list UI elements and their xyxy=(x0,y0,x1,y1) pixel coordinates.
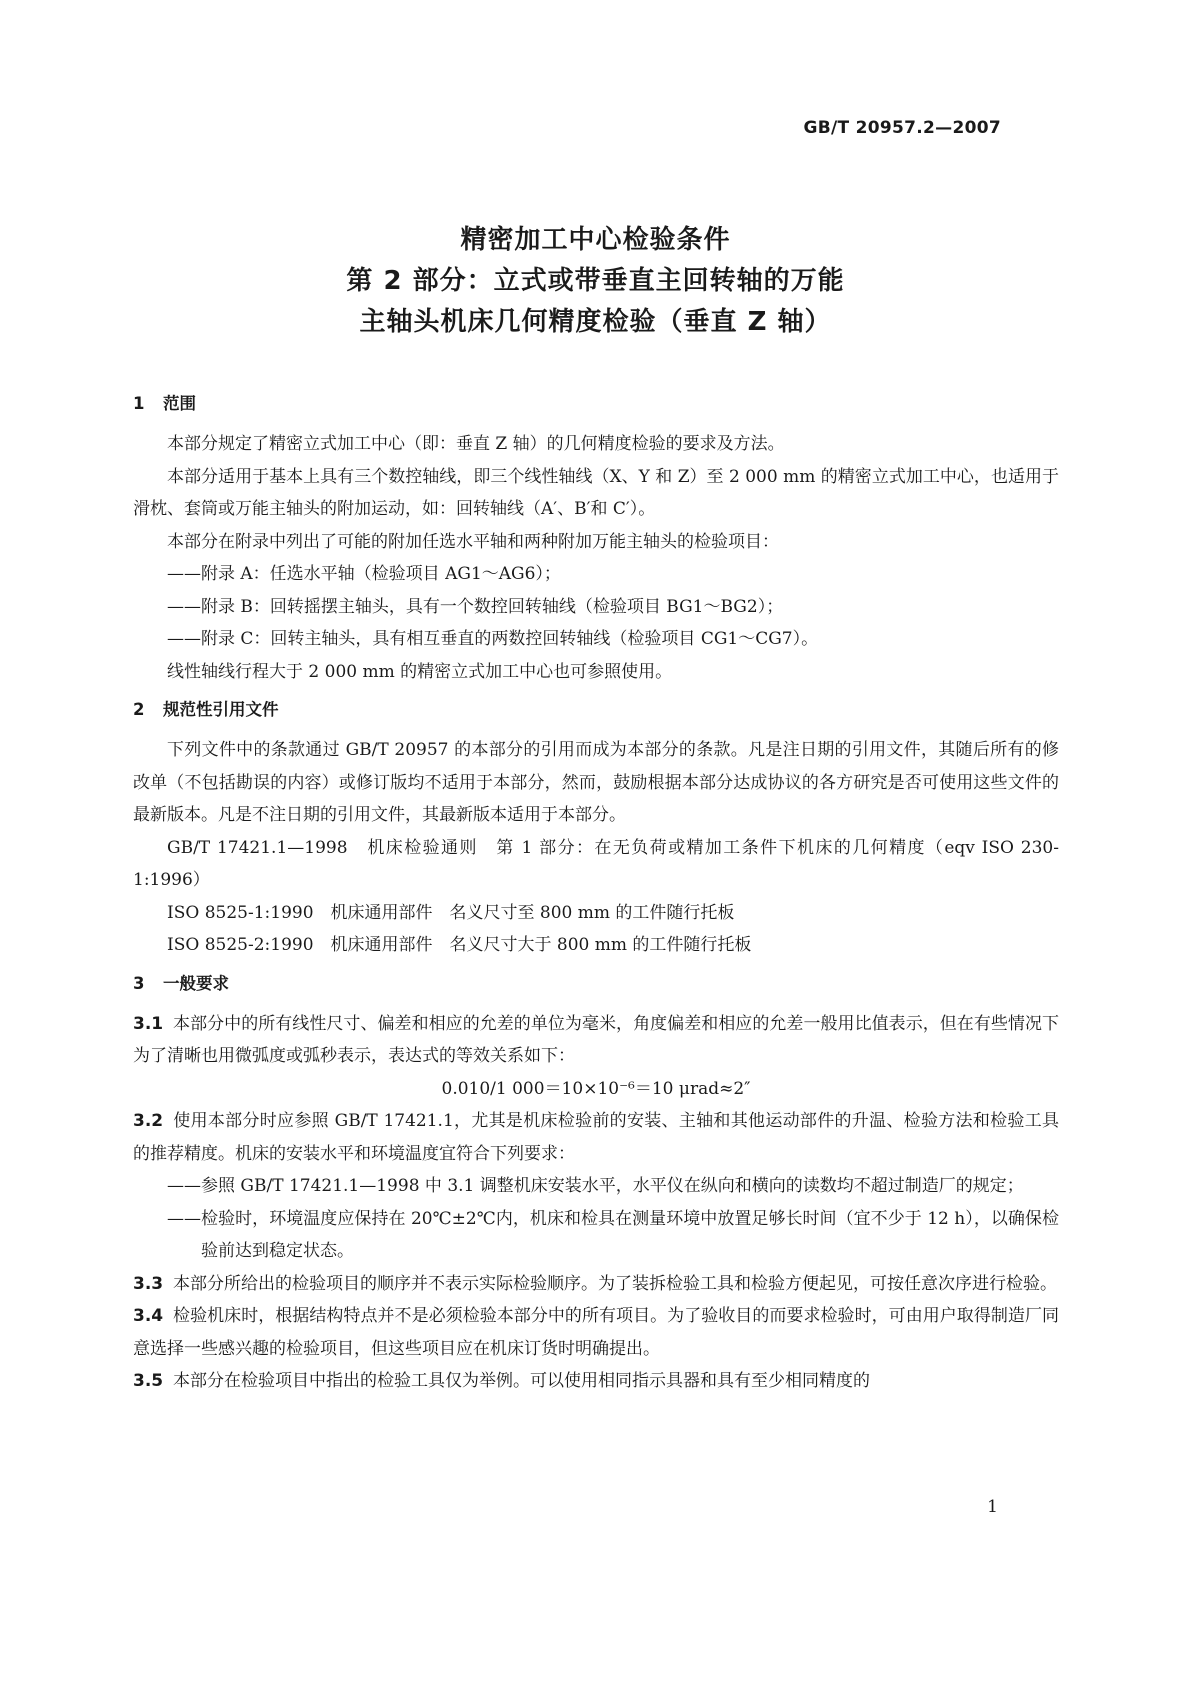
document-title xyxy=(0,220,1191,343)
equivalence-formula: 0.010/1 000＝10×10⁻⁶＝10 μrad≈2″ xyxy=(441,1078,751,1099)
section-title: 规范性引用文件 xyxy=(163,700,279,719)
scope-paragraph-4: 线性轴线行程大于 2 000 mm 的精密立式加工中心也可参照使用。 xyxy=(167,661,673,682)
section-number: 2 xyxy=(133,700,145,719)
title-line-3: 主轴头机床几何精度检验（垂直 Z 轴） xyxy=(359,307,832,337)
references-paragraph: 下列文件中的条款通过 GB/T 20957 的本部分的引用而成为本部分的条款。凡是注日期的引用文件，其随后所有的修改单（不包括勘误的内容）或修订版均不适用于本部分，然而，鼓励根据本部分达成协议的各方研究是否可使用这些文件的最新版本。凡是不注日期的引用文件，其最新版本适用于本部分。 xyxy=(133,740,1059,825)
section-title: 一般要求 xyxy=(163,973,229,993)
section-number: 1 xyxy=(133,394,145,413)
annex-c-item: ——附录 C：回转主轴头，具有相互垂直的两数控回转轴线（检验项目 CG1～CG7）。 xyxy=(167,629,819,649)
clause-text: 检验机床时，根据结构特点并不是必须检验本部分中的所有项目。为了验收目的而要求检验时，可由用户取得制造厂同意选择一些感兴趣的检验项目，但这些项目应在机床订货时明确提出。 xyxy=(133,1306,1059,1359)
annex-a-item: ——附录 A：任选水平轴（检验项目 AG1～AG6）； xyxy=(167,564,561,584)
section-3-heading xyxy=(133,968,1059,1000)
clause-number: 3.3 xyxy=(133,1273,164,1294)
temperature-requirement: ——检验时，环境温度应保持在 20℃±2℃内，机床和检具在测量环境中放置足够长时间（宜不少于 12 h），以确保检验前达到稳定状态。 xyxy=(167,1208,1059,1261)
title-line-1: 精密加工中心检验条件 xyxy=(460,225,731,255)
clause-3-4 xyxy=(133,1300,1059,1365)
clause-3-1 xyxy=(133,1008,1059,1073)
clause-text: 本部分在检验项目中指出的检验工具仅为举例。可以使用相同指示具器和具有至少相同精度的 xyxy=(173,1371,870,1391)
standard-code: GB/T 20957.2—2007 xyxy=(803,118,1001,138)
reference-iso-8525-1: ISO 8525-1:1990 机床通用部件 名义尺寸至 800 mm 的工件随行托板 xyxy=(167,902,735,923)
clause-text: 使用本部分时应参照 GB/T 17421.1，尤其是机床检验前的安装、主轴和其他运动部件的升温、检验方法和检验工具的推荐精度。机床的安装水平和环境温度宜符合下列要求： xyxy=(133,1111,1059,1164)
page-number: 1 xyxy=(987,1497,998,1517)
section-title: 范围 xyxy=(163,394,196,413)
section-1-heading xyxy=(133,388,1059,420)
section-number: 3 xyxy=(133,973,145,993)
annex-b-item: ——附录 B：回转摇摆主轴头，具有一个数控回转轴线（检验项目 BG1～BG2）； xyxy=(167,596,784,617)
reference-gbt-17421: GB/T 17421.1—1998 机床检验通则 第 1 部分：在无负荷或精加工条件下机床的几何精度（eqv ISO 230-1:1996） xyxy=(133,837,1059,890)
clause-3-2 xyxy=(133,1105,1059,1170)
scope-paragraph-1: 本部分规定了精密立式加工中心（即：垂直 Z 轴）的几何精度检验的要求及方法。 xyxy=(167,434,785,454)
clause-3-5 xyxy=(133,1365,1059,1398)
clause-3-3 xyxy=(133,1268,1059,1301)
document-body xyxy=(133,382,1059,1398)
clause-text: 本部分所给出的检验项目的顺序并不表示实际检验顺序。为了装拆检验工具和检验方便起见，可按任意次序进行检验。 xyxy=(173,1273,1057,1294)
clause-number: 3.2 xyxy=(133,1111,164,1131)
scope-paragraph-2: 本部分适用于基本上具有三个数控轴线，即三个线性轴线（X、Y 和 Z）至 2 000 mm 的精密立式加工中心，也适用于滑枕、套筒或万能主轴头的附加运动，如：回转轴线（A′、B′和 C′）。 xyxy=(133,466,1059,519)
clause-text: 本部分中的所有线性尺寸、偏差和相应的允差的单位为毫米，角度偏差和相应的允差一般用比值表示，但在有些情况下为了清晰也用微弧度或弧秒表示，表达式的等效关系如下： xyxy=(133,1013,1059,1066)
leveling-requirement: ——参照 GB/T 17421.1—1998 中 3.1 调整机床安装水平，水平仪在纵向和横向的读数均不超过制造厂的规定； xyxy=(167,1176,1024,1196)
reference-iso-8525-2: ISO 8525-2:1990 机床通用部件 名义尺寸大于 800 mm 的工件随行托板 xyxy=(167,935,752,955)
title-line-2: 第 2 部分：立式或带垂直主回转轴的万能 xyxy=(346,266,845,296)
clause-number: 3.4 xyxy=(133,1306,164,1326)
scope-paragraph-3: 本部分在附录中列出了可能的附加任选水平轴和两种附加万能主轴头的检验项目： xyxy=(167,531,779,552)
clause-number: 3.1 xyxy=(133,1013,164,1034)
section-2-heading xyxy=(133,694,1059,726)
clause-number: 3.5 xyxy=(133,1371,164,1391)
